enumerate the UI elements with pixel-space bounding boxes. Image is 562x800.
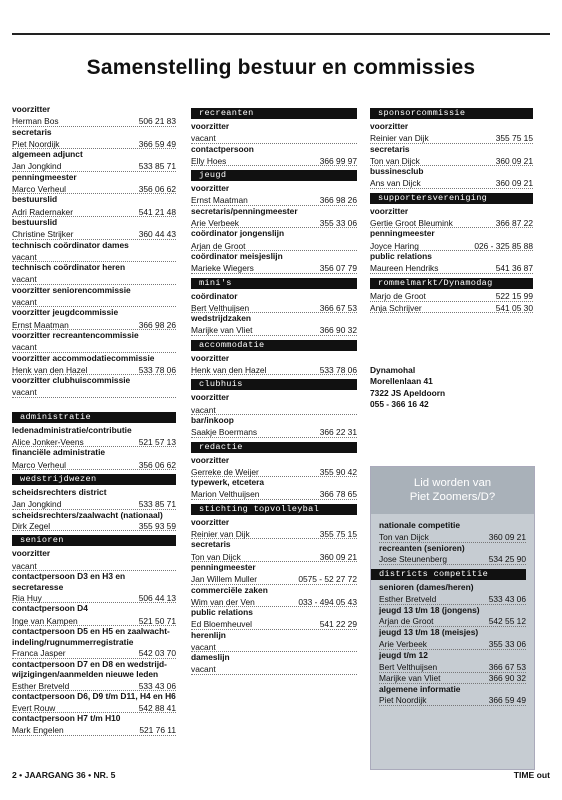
- section-header: sponsorcommissie: [370, 108, 533, 119]
- contact-name: Arie Verbeek: [379, 638, 427, 649]
- contact-row: [12, 386, 176, 397]
- contact-row: [12, 560, 176, 571]
- contact-row: [12, 647, 176, 658]
- role-label: technisch coördinator heren: [12, 262, 126, 273]
- address-line: Morellenlaan 41: [370, 376, 433, 387]
- role-label: contactpersoon D7 en D8 en wedstrijd-wijzigingen/aanmelden nieuwe leden: [12, 658, 167, 680]
- contact-name: vacant: [191, 664, 216, 675]
- role-label: contactpersoon D5 en H5 en zaalwacht-indeling/rugnummerregistratie: [12, 626, 170, 647]
- role-label: contactpersoon D4: [12, 603, 88, 614]
- contact-name: Marion Velthuijsen: [191, 489, 260, 500]
- contact-row: [370, 240, 533, 251]
- role-label: voorzitter: [191, 392, 230, 403]
- role-label: recreanten (senioren): [379, 542, 465, 553]
- contact-name: Jan Jongkind: [12, 161, 62, 172]
- role-label: voorzitter seniorencommissie: [12, 284, 131, 295]
- contact-name: Bert Velthuijsen: [191, 302, 250, 313]
- contact-row: [191, 217, 357, 228]
- contact-row: [191, 488, 357, 499]
- contact-name: Ernst Maatman: [191, 195, 248, 206]
- contact-phone: 366 67 53: [488, 661, 526, 672]
- contact-name: Mark Engelen: [12, 725, 64, 736]
- contact-name: Ton van Dijck: [370, 155, 420, 166]
- role-label: voorzitter clubhuiscommissie: [12, 375, 131, 386]
- column-middle: [191, 104, 357, 675]
- contact-row: [12, 183, 176, 194]
- contact-row: [370, 291, 533, 302]
- section-header: mini's: [191, 278, 357, 289]
- role-label: coördinator: [191, 290, 238, 301]
- role-label: secretaris/penningmeester: [191, 205, 298, 216]
- contact-name: Saakje Boermans: [191, 427, 258, 438]
- contact-row: [12, 680, 176, 691]
- contact-row: [370, 132, 533, 143]
- role-label: voorzitter: [370, 205, 409, 216]
- page-title: Samenstelling bestuur en commissies: [86, 56, 476, 79]
- contact-name: Marijke van Vliet: [191, 325, 253, 336]
- contact-row: [379, 661, 526, 672]
- contact-row: [191, 194, 357, 205]
- contact-name: Reinier van Dijk: [370, 133, 429, 144]
- contact-row: [191, 302, 357, 313]
- role-label: voorzitter accommodatiecommissie: [12, 352, 155, 363]
- contact-phone: 360 09 21: [495, 155, 533, 166]
- role-label: coördinator jongenslijn: [191, 228, 285, 239]
- role-label: voorzitter: [370, 121, 409, 131]
- contact-name: Gertie Groot Bleumink: [370, 217, 453, 228]
- contact-row: [191, 664, 357, 675]
- role-label: voorzitter: [12, 548, 51, 559]
- contact-row: [12, 273, 176, 284]
- contact-row: [191, 641, 357, 652]
- contact-phone: 533 85 71: [138, 161, 176, 172]
- spacer: [12, 398, 176, 408]
- contact-row: [191, 364, 357, 375]
- contact-phone: 533 43 06: [488, 593, 526, 604]
- contact-name: Christine Strijker: [12, 229, 74, 240]
- role-label: dameslijn: [191, 652, 230, 663]
- contact-row: [12, 724, 176, 735]
- role-label: scheidsrechters/zaalwacht (nationaal): [12, 509, 163, 520]
- contact-phone: 355 33 06: [488, 638, 526, 649]
- section-header: jeugd: [191, 170, 357, 181]
- contact-phone: 541 36 87: [495, 263, 533, 274]
- contact-row: [191, 573, 357, 584]
- role-label: jeugd t/m 12: [379, 649, 428, 660]
- contact-row: [12, 115, 176, 126]
- contact-phone: 542 03 70: [138, 648, 176, 659]
- contact-row: [12, 520, 176, 531]
- role-label: herenlijn: [191, 629, 226, 640]
- contact-name: Esther Bretveld: [379, 593, 437, 604]
- contact-row: [12, 228, 176, 239]
- role-label: senioren (dames/heren): [379, 582, 474, 593]
- contact-row: [12, 459, 176, 470]
- contact-name: Henk van den Hazel: [191, 364, 267, 375]
- contact-row: [191, 426, 357, 437]
- contact-row: [12, 498, 176, 509]
- role-label: jeugd 13 t/m 18 (jongens): [379, 604, 480, 615]
- contact-name: Inge van Kampen: [12, 615, 78, 626]
- contact-phone: 542 88 41: [138, 702, 176, 713]
- section-header: senioren: [12, 535, 176, 546]
- contact-name: Reinier van Dijk: [191, 528, 250, 539]
- section-header: supportersvereniging: [370, 193, 533, 204]
- contact-row: [370, 177, 533, 188]
- section-header: recreanten: [191, 108, 357, 119]
- contact-row: [370, 302, 533, 313]
- contact-name: Marjo de Groot: [370, 291, 426, 302]
- contact-phone: 534 25 90: [488, 554, 526, 565]
- contact-phone: 355 33 06: [319, 217, 357, 228]
- contact-name: Piet Noordijk: [379, 695, 427, 706]
- contact-name: vacant: [191, 133, 216, 144]
- role-label: penningmeester: [370, 228, 435, 239]
- contact-phone: 366 87 22: [495, 217, 533, 228]
- role-label: penningmeester: [12, 171, 77, 182]
- contact-name: Marijke van Vliet: [379, 672, 441, 683]
- section-header: rommelmarkt/Dynamodag: [370, 278, 533, 289]
- role-label: algemene informatie: [379, 683, 461, 694]
- contact-name: Marco Verheul: [12, 459, 66, 470]
- contact-name: Jan Jongkind: [12, 499, 62, 510]
- contact-phone: 521 57 13: [138, 436, 176, 447]
- section-header: wedstrijdwezen: [12, 474, 176, 485]
- address-line: Dynamohal: [370, 365, 416, 376]
- footer-magazine: TIME out: [513, 770, 550, 780]
- contact-phone: 541 05 30: [495, 302, 533, 313]
- contact-phone: 521 50 71: [138, 615, 176, 626]
- role-label: voorzitter: [12, 104, 51, 114]
- contact-name: Elly Hoes: [191, 155, 227, 166]
- section-header: clubhuis: [191, 379, 357, 390]
- contact-phone: 366 98 26: [319, 195, 357, 206]
- contact-row: [191, 132, 357, 143]
- contact-phone: 366 90 32: [319, 325, 357, 336]
- contact-name: Alice Jonker-Veens: [12, 436, 84, 447]
- contact-name: vacant: [12, 387, 37, 398]
- contact-row: [12, 592, 176, 603]
- contact-phone: 360 44 43: [138, 229, 176, 240]
- contact-phone: 366 59 49: [488, 695, 526, 706]
- role-label: voorzitter: [191, 121, 230, 131]
- contact-row: [12, 702, 176, 713]
- box-title-line-1: Lid worden van: [413, 477, 492, 489]
- contact-row: [379, 531, 526, 542]
- section-header: districts competitie: [371, 569, 526, 580]
- box-title-line-2: Piet Zoomers/D?: [409, 491, 496, 503]
- contact-phone: 541 22 29: [319, 619, 357, 630]
- contact-row: [12, 138, 176, 149]
- role-label: commerciële zaken: [191, 584, 268, 595]
- column-right: [370, 104, 533, 410]
- contact-name: Evert Rouw: [12, 702, 56, 713]
- membership-box-contacts: [371, 514, 534, 706]
- contact-row: [379, 593, 526, 604]
- contact-name: Piet Noordijk: [12, 138, 60, 149]
- role-label: nationale competitie: [379, 520, 460, 530]
- contact-row: [379, 695, 526, 706]
- contact-phone: 366 22 31: [319, 427, 357, 438]
- contact-phone: 356 06 62: [138, 183, 176, 194]
- contact-phone: 026 - 325 85 88: [474, 240, 533, 251]
- address-line: 7322 JS Apeldoorn: [370, 387, 446, 398]
- contact-phone: 533 43 06: [138, 680, 176, 691]
- role-label: secretaris: [370, 143, 410, 154]
- contact-name: Anja Schrijver: [370, 302, 422, 313]
- contact-phone: 506 21 83: [138, 116, 176, 127]
- contact-name: Ton van Dijck: [379, 531, 429, 542]
- role-label: contactpersoon H7 t/m H10: [12, 712, 121, 723]
- role-label: jeugd 13 t/m 18 (meisjes): [379, 627, 479, 638]
- role-label: technisch coördinator dames: [12, 239, 129, 250]
- contact-row: [191, 466, 357, 477]
- contact-name: Gerreke de Weijer: [191, 466, 259, 477]
- contact-name: vacant: [12, 296, 37, 307]
- contact-phone: 355 90 42: [319, 466, 357, 477]
- membership-box-title: [371, 467, 534, 514]
- contact-phone: 533 78 06: [319, 364, 357, 375]
- contact-phone: 356 06 62: [138, 459, 176, 470]
- contact-phone: 0575 - 52 27 72: [298, 574, 357, 585]
- role-label: secretaris: [191, 539, 231, 550]
- contact-row: [12, 615, 176, 626]
- contact-name: vacant: [12, 560, 37, 571]
- contact-row: [379, 616, 526, 627]
- contact-name: Ed Bloemheuvel: [191, 619, 252, 630]
- contact-name: vacant: [191, 641, 216, 652]
- contact-phone: 366 67 53: [319, 302, 357, 313]
- contact-name: Arie Verbeek: [191, 217, 239, 228]
- address-line: 055 - 366 16 42: [370, 398, 429, 409]
- contact-phone: 366 78 65: [319, 489, 357, 500]
- role-label: bar/inkoop: [191, 414, 234, 425]
- contact-row: [12, 341, 176, 352]
- contact-phone: 533 85 71: [138, 499, 176, 510]
- footer-issue: 2 • JAARGANG 36 • NR. 5: [12, 770, 116, 780]
- contact-name: Dirk Zegel: [12, 520, 51, 531]
- contact-row: [191, 618, 357, 629]
- contact-name: Arjan de Groot: [191, 240, 246, 251]
- contact-phone: 541 21 48: [138, 206, 176, 217]
- contact-name: vacant: [191, 404, 216, 415]
- contact-phone: 356 07 79: [319, 263, 357, 274]
- role-label: voorzitter: [191, 352, 230, 363]
- contact-row: [191, 596, 357, 607]
- page-footer: [12, 770, 550, 780]
- role-label: typewerk, etcetera: [191, 477, 265, 488]
- contact-row: [12, 251, 176, 262]
- contact-name: Jan Willem Muller: [191, 574, 258, 585]
- role-label: contactpersoon: [191, 143, 254, 154]
- contact-name: Marieke Wiegers: [191, 263, 254, 274]
- contact-row: [12, 160, 176, 171]
- contact-name: Marco Verheul: [12, 183, 66, 194]
- contact-name: Esther Bretveld: [12, 680, 70, 691]
- contact-phone: 033 - 494 05 43: [298, 596, 357, 607]
- role-label: voorzitter jeugdcommissie: [12, 307, 119, 318]
- role-label: public relations: [370, 250, 432, 261]
- contact-row: [12, 319, 176, 330]
- role-label: algemeen adjunct: [12, 149, 83, 160]
- contact-name: Ria Huy: [12, 593, 42, 604]
- role-label: voorzitter recreantencommissie: [12, 329, 139, 340]
- contact-row: [379, 673, 526, 684]
- contact-name: Wim van der Ven: [191, 596, 255, 607]
- role-label: secretaris: [12, 126, 52, 137]
- section-header: redactie: [191, 442, 357, 453]
- contact-name: Herman Bos: [12, 116, 59, 127]
- role-label: voorzitter: [191, 516, 230, 527]
- contact-phone: 522 15 99: [495, 291, 533, 302]
- contact-phone: 360 09 21: [488, 531, 526, 542]
- contact-phone: 366 98 26: [138, 319, 176, 330]
- contact-phone: 542 55 12: [488, 616, 526, 627]
- contact-phone: 366 59 49: [138, 138, 176, 149]
- role-label: voorzitter: [191, 183, 230, 194]
- contact-name: Ernst Maatman: [12, 319, 69, 330]
- contact-name: Maureen Hendriks: [370, 263, 439, 274]
- role-label: scheidsrechters district: [12, 486, 107, 497]
- contact-phone: 506 44 13: [138, 593, 176, 604]
- contact-row: [191, 551, 357, 562]
- contact-phone: 366 90 32: [488, 672, 526, 683]
- contact-row: [370, 262, 533, 273]
- contact-phone: 360 09 21: [319, 551, 357, 562]
- contact-name: Bert Velthuijsen: [379, 661, 438, 672]
- contact-phone: 533 78 06: [138, 364, 176, 375]
- contact-row: [191, 404, 357, 415]
- contact-phone: 360 09 21: [495, 178, 533, 189]
- role-label: penningmeester: [191, 561, 256, 572]
- contact-name: vacant: [12, 251, 37, 262]
- contact-name: vacant: [12, 274, 37, 285]
- contact-phone: 366 99 97: [319, 155, 357, 166]
- contact-row: [370, 155, 533, 166]
- contact-phone: 355 93 59: [138, 520, 176, 531]
- role-label: ledenadministratie/contributie: [12, 424, 132, 435]
- role-label: public relations: [191, 607, 253, 618]
- contact-name: Ton van Dijck: [191, 551, 241, 562]
- contact-name: Franca Jasper: [12, 648, 66, 659]
- contact-row: [191, 528, 357, 539]
- section-header: stichting topvolleybal: [191, 504, 357, 515]
- contact-row: [379, 639, 526, 650]
- role-label: contactpersoon D3 en H3 en secretaresse: [12, 570, 126, 592]
- role-label: bestuurslid: [12, 216, 58, 227]
- contact-row: [191, 324, 357, 335]
- role-label: coördinator meisjeslijn: [191, 250, 283, 261]
- top-rule: [12, 33, 550, 35]
- column-left: [12, 104, 176, 736]
- role-label: bestuurslid: [12, 194, 58, 205]
- contact-name: Joyce Haring: [370, 240, 419, 251]
- contact-name: Adri Radernaker: [12, 206, 73, 217]
- contact-name: Ans van Dijck: [370, 178, 421, 189]
- contact-row: [191, 155, 357, 166]
- contact-row: [12, 296, 176, 307]
- role-label: wedstrijdzaken: [191, 313, 252, 324]
- role-label: voorzitter: [191, 454, 230, 465]
- contact-row: [12, 364, 176, 375]
- hall-address: [370, 365, 533, 410]
- membership-box: [370, 466, 535, 770]
- contact-phone: 355 75 15: [495, 133, 533, 144]
- role-label: bussinesclub: [370, 166, 424, 177]
- contact-name: Jose Steunenberg: [379, 554, 447, 565]
- contact-row: [191, 240, 357, 251]
- contact-row: [12, 436, 176, 447]
- role-label: contactpersoon D6, D9 t/m D11, H4 en H6: [12, 691, 176, 702]
- contact-name: Henk van den Hazel: [12, 364, 88, 375]
- contact-row: [379, 554, 526, 565]
- section-header: administratie: [12, 412, 176, 423]
- contact-name: vacant: [12, 342, 37, 353]
- contact-row: [191, 262, 357, 273]
- contact-phone: 521 76 11: [139, 725, 176, 736]
- contact-phone: 355 75 15: [319, 528, 357, 539]
- contact-row: [370, 217, 533, 228]
- role-label: financiële administratie: [12, 447, 106, 458]
- contact-name: Arjan de Groot: [379, 616, 434, 627]
- contact-row: [12, 206, 176, 217]
- section-header: accommodatie: [191, 340, 357, 351]
